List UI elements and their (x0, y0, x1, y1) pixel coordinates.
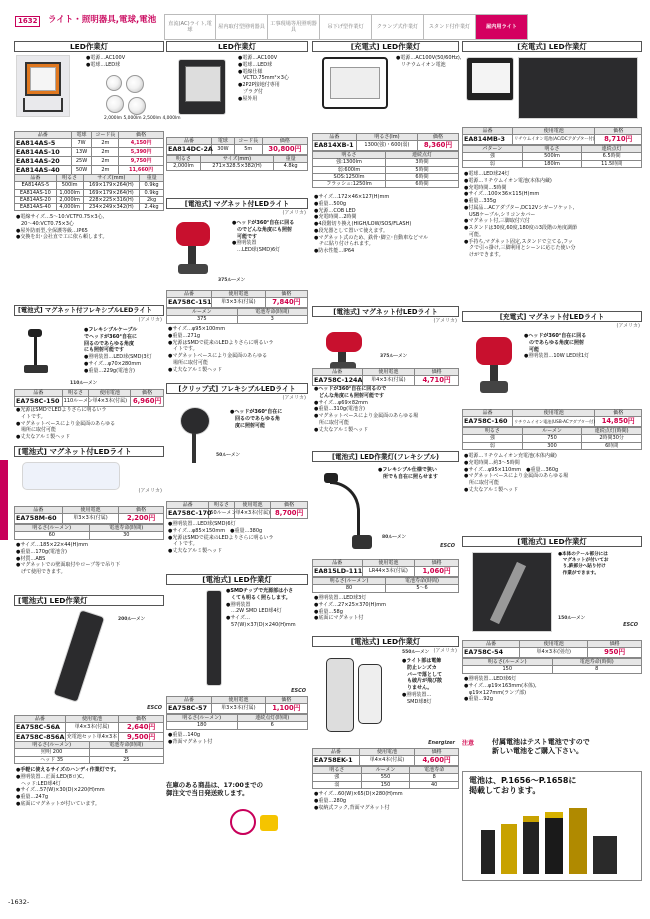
spec-list: ●ヘッドが360°自在に回る のでどんな角度にも照射 可能です ●照明装置 …LED球(SMD)6灯 (232, 220, 295, 253)
lumen-label: 375ルーメン (218, 278, 246, 283)
table-row: 強 500lm 6.5時間 (463, 153, 642, 160)
brand-origin: (アメリカ) (282, 210, 306, 216)
table-row: 照明 200 8 (15, 749, 164, 756)
column-1 (14, 41, 181, 891)
section-title: [充電式] LED作業灯 (312, 41, 459, 52)
spec-list: ●フレキシブルケーブル でヘッドが360°自在に 回るのであらゆる角度 にも照射可能です ●照明装置…LED球(SMD)3灯 ●サイズ…φ70×280mm ●重量…229g(電池含) (84, 327, 152, 374)
caution-text: 付属電池はテスト電池ですので 新しい電池をご購入下さい。 (492, 738, 590, 755)
spec-table: 明るさ(ルーメン) 電池寿命(時間) 150 8 (462, 658, 642, 674)
lumen-bubble (106, 95, 124, 113)
notes: ●電線サイズ…5～10:VCTF0.75×3心, 20～40:VCT0.75×3心 ●屋外防雨型,全保護等級…IP65 ●交換を出･会社直で工に依ら頼します。 (16, 214, 108, 241)
table-row: EA814AS-10 1,000lm 169×179×264(H) 0.9kg (15, 189, 164, 196)
section-title: [充電式] マグネット付LEDライト (462, 311, 642, 322)
delivery-illustration (170, 805, 280, 839)
table-row: EA758C-57 単3×3本(付属) 1,100円 (167, 704, 308, 713)
table-row: EA815LD-111 LR44×3本(付属) 1,060円 (313, 567, 459, 576)
section-title: [電池式] マグネット付LEDライト (166, 198, 308, 209)
price-table: 品番 電球 コード長 価格 EA814DC-2A 30W 5m 30,800円 (166, 137, 308, 155)
table-row: EA814AS-40 50W 2m 11,660円 (15, 166, 164, 175)
table-row: 弱:600lm 5時間 (313, 166, 459, 173)
brand-logo: ESCO (623, 622, 638, 628)
handy-light-photo (53, 609, 106, 703)
lumen-label: 110ルーメン (70, 381, 98, 386)
section-title: [電池式] LED作業灯 (166, 574, 308, 585)
section-title: [電池式] LED作業灯 (312, 636, 459, 647)
section-title: LED作業灯 (14, 41, 164, 52)
brand-logo: ESCO (440, 543, 455, 549)
table-row: 60 30 (15, 532, 164, 539)
lumen-label: 150ルーメン (558, 616, 586, 621)
lumen-label: 50ルーメン (216, 453, 241, 458)
category-tab[interactable]: 直流(AC)ライト,電球 (164, 14, 216, 40)
clip-light-photo (180, 407, 210, 435)
usage-scene-photo (518, 57, 638, 119)
battery-reference-text: 電池は、P.1656～P.1658に 掲載しております。 (469, 776, 577, 795)
table-row: SOS:1250lm 6時間 (313, 173, 459, 180)
brand-origin: (アメリカ) (138, 488, 162, 494)
page-number: 1632 (15, 16, 40, 27)
table-row: EA758C-151 単3×3本(付属) 7,840円 (167, 298, 308, 307)
section-battery-led-work-light-3 (312, 636, 459, 846)
table-row: 80 5～6 (313, 585, 459, 592)
table-row: EA814AS-5 7W 2m 4,150円 (15, 139, 164, 148)
section-rechargeable-work-light (312, 41, 462, 311)
category-tab[interactable]: 工事現場等用照明器具 (268, 14, 320, 40)
spec-list: ●電源…AC100V(50/60Hz), リチウムイオン電池 (396, 55, 462, 68)
price-table: 品番 使用電池 価格 EA758C-54 単4×3本(別売) 950円 (462, 640, 642, 658)
table-row: 強 750 2時間30分 (463, 435, 642, 442)
spec-table: 明るさ ルーメン 電池寿命 強 550 8 弱 150 40 (312, 766, 459, 789)
lumen-bubble (126, 75, 144, 93)
table-row: 150 8 (463, 666, 642, 673)
price-table: 品番 使用電池 価格 EA758EK-1 単4×4本(付属) 4,600円 (312, 748, 459, 766)
column-2 (166, 41, 308, 891)
table-row: EA814MB-3 リチウムイオン電池(AC/DCアダプター付) 8,710円 (463, 135, 642, 144)
spec-list: ●フレキシブル仕様で狭い 所でも自在に照らせます (378, 467, 438, 480)
price-table: 品番 使用電池 価格 EA758C-56A 単4×3本(付属) 2,640円 EA758C-856A 充電池セット単4×3本 9,500円 (14, 715, 164, 742)
section-title: [電池式] LED作業灯 (462, 536, 642, 547)
section-title: [電池式] マグネット付フレキシブルLEDライト (14, 305, 164, 316)
index-sidebar-marker (0, 460, 8, 540)
energizer-light-photo (326, 658, 354, 732)
notes: ●照明装置…LED球3灯 ●サイズ…27×25×370(H)mm ●重量…58g ●底面にマグネット付 (314, 595, 387, 622)
section-title: [電池式] マグネット付LEDライト (312, 306, 459, 317)
table-row: EA758C-124A 単4×3本(付属) 4,710円 (313, 376, 459, 385)
price-table: 品番 使用電池 価格 EA758C-124A 単4×3本(付属) 4,710円 (312, 368, 459, 386)
category-tab[interactable]: 屋内取付型照明器具 (216, 14, 268, 40)
section-battery-led-work-light-2 (166, 574, 308, 764)
brand-logo: Energizer (428, 740, 455, 746)
notes: ●サイズ…60(W)×65(D)×280(H)mm ●重量…280g ●収納式フック,背面マグネット付 (314, 791, 403, 811)
notes: ●サイズ…172×46×127(H)mm ●重量…500g ●光源…COB LED ●充電時間…2時間 ●4段階切り換え(HIGH/LOW/SOS/FLASH) ●段光器として置いて使えます。 ●マグネット式のため、鉄骨･脚立･自動車などマル チに貼り付けられます。 ●防水性能…IP64 (314, 194, 429, 254)
section-battery-caution (462, 738, 642, 768)
category-tab[interactable]: 吊下げ型作業灯 (320, 14, 372, 40)
price-table: 品番 明るさ 使用電池 価格 EA758C-150 110ルーメン 単4×3本(付属) 6,960円 (14, 389, 164, 407)
table-row: 375 3 (167, 316, 308, 323)
lumen-labels: 2,000lm 5,000lm 2,500lm 4,000lm (104, 116, 181, 121)
brand-origin: (アメリカ) (282, 395, 306, 401)
brand-logo: ESCO (147, 705, 162, 711)
flex-work-light-photo (320, 465, 380, 555)
table-row: EA758EK-1 単4×4本(付属) 4,600円 (313, 756, 459, 765)
caution-label: 注意 (462, 740, 475, 747)
table-row: 弱 150 40 (313, 781, 459, 788)
notes: ●照明装置…LED球6灯 ●サイズ…φ19×163mm(本体), φ19×127mm(ランプ部) ●重量…92g (464, 676, 537, 703)
table-row: EA814XB-1 1300(強)・600(弱) 8,360円 (313, 141, 459, 150)
spec-list: ●電源…AC100V ●電球…LED球 (86, 55, 126, 68)
rechargeable-light-photo (322, 57, 388, 109)
section-title: [充電式] LED作業灯 (462, 41, 642, 52)
bar-light-photo (22, 462, 120, 490)
price-table: 品番 使用電池 価格 EA815LD-111 LR44×3本(付属) 1,060円 (312, 559, 459, 577)
spec-list: ●ライト部は電飾 防止レンズカ バーで落として も破片が飛び散 りません。 ●照明装置… SMD球8灯 (402, 658, 443, 705)
work-light-photo (16, 55, 70, 117)
table-row: 180 6 (167, 722, 308, 729)
table-row: EA814AS-20 2,000lm 228×225×316(H) 2kg (15, 196, 164, 203)
notes: ●光源はSMDでLEDよりさらに明るいラ イトです。 ●マグネットベースにより金属面のあらゆる 場所に取付可能 ●丈夫なアルミ製ヘッド (16, 407, 116, 440)
magnet-light-photo (174, 218, 214, 278)
notes: ●重量…140g ●背面マグネット付 (168, 732, 213, 745)
spec-table: 明るさ(ルーメン) 電池寿命(時間) 照明 200 8 ヘッド 35 25 (14, 741, 164, 764)
section-flexible-magnet-light (14, 305, 164, 445)
price-table: 品番 明るさ(lm) 価格 EA814XB-1 1300(強)・600(弱) 8,360円 (312, 133, 459, 151)
price-table: 品番 使用電池 価格 EA758C-151 単3×3本(付属) 7,840円 (166, 290, 308, 308)
brand-origin: (アメリカ) (616, 323, 640, 329)
section-battery-reference (462, 771, 642, 881)
energizer-light-side-photo (358, 664, 382, 724)
table-row: 2,000lm 271×328.5×382(H) 4.8kg (167, 163, 308, 170)
table-row: EA758C-56A 単4×3本(付属) 2,640円 (15, 723, 164, 732)
spec-list: ●ヘッドが360°自在に回る のであらゆる角度に照射 可能 ●照明装置…10W LED球1灯 (524, 333, 590, 360)
section-title: [クリップ式] フレキシブルLEDライト (166, 383, 308, 394)
brand-logo: ESCO (291, 688, 306, 694)
price-table: 品番 使用電池 価格 EA814MB-3 リチウムイオン電池(AC/DCアダプター付) 8,710円 (462, 127, 642, 145)
category-tab[interactable]: 屋内用ライト (476, 14, 528, 40)
notes: ●照明装置…LED球(SMD)6灯 ●サイズ…φ85×150mm ●重量…380g ●光源はSMDで従来のLEDよりさらに明るいラ イトです。 ●丈夫なアルミ製ヘッド (168, 521, 274, 554)
section-battery-led-work-light (14, 595, 164, 865)
section-rechargeable-magnet-light (462, 311, 642, 536)
price-table: 品番 電球 コード長 価格 EA814AS-5 7W 2m 4,150円 EA814AS-10 13W 2m 5,390円 EA814AS-20 25W 2m 9,750円 EA814AS-40 50W 2m 11,660円 (14, 131, 164, 175)
slim-light-photo (206, 590, 222, 686)
table-row: EA758C-170 50ルーメン 単4×3本(付属) 8,700円 (167, 509, 308, 518)
section-clip-flexible-light (166, 383, 308, 583)
table-row: EA758C-856A 充電池セット単4×3本 9,500円 (15, 732, 164, 741)
price-table: 品番 使用電池 価格 EA758C-160 リチウムイオン電池(USB-ACアダプター付) 14,850円 (462, 409, 642, 427)
category-title: ライト・照明器具,電球,電池 (48, 15, 157, 25)
category-tab[interactable]: クランプ式作業灯 (372, 14, 424, 40)
table-row: EA758C-54 単4×3本(別売) 950円 (463, 648, 642, 657)
notes: ●電源…リチウムイオン充電池(本体内蔵) ●充電時間…約3～5時間 ●サイズ…φ95×110mm ●重量…360g ●マグネットベースにより金属面のあらゆる場 所に取付可能 ●丈夫なアルミ製ヘッド (464, 453, 569, 493)
section-shipping-notice (166, 781, 308, 851)
section-magnet-led-light (14, 446, 164, 598)
brand-origin: (アメリカ) (433, 648, 457, 654)
section-magnet-led-light-2 (166, 198, 308, 408)
table-row: 弱 180lm 11.5時間 (463, 160, 642, 167)
brand-origin: (アメリカ) (433, 318, 457, 324)
table-row: EA758C-150 110ルーメン 単4×3本(付属) 6,960円 (15, 397, 164, 406)
spec-table: 明るさ 連続点灯 強:1300lm 3時間 弱:600lm 5時間 SOS:1250lm 6時間 フラッシュ:1250lm 6時間 (312, 151, 459, 188)
table-row: 強 550 8 (313, 774, 459, 781)
spec-list: ●電源…AC100V ●電球…LED球 ●電線仕様 VCTD.75mm²×3心 ●2P2P接地付専用 プラグ付 ●屋外用 (238, 55, 289, 102)
category-tabs (164, 14, 528, 40)
lumen-label: 375ルーメン (380, 354, 408, 359)
category-tab[interactable]: スタンド付作業灯 (424, 14, 476, 40)
table-row: EA814AS-5 500lm 169×179×264(H) 0.9kg (15, 182, 164, 189)
panel-light-photo (466, 57, 514, 101)
table-row: 弱 300 6時間 (463, 442, 642, 449)
section-battery-led-work-light-4 (462, 536, 642, 736)
spec-list: ●SMDチップで光源部は小さ くても明るく照らします。 ●照明装置 …2W SMD LED球4灯 ●サイズ… 57(W)×37(D)×240(H)mm (226, 588, 296, 628)
section-rechargeable-work-light-2 (462, 41, 642, 311)
spec-table: 明るさ(ルーメン) 連続点灯(時間) 180 6 (166, 714, 308, 730)
spec-table: 明るさ(ルーメン) 電池寿命(時間) 60 30 (14, 524, 164, 540)
section-led-work-light-1 (14, 41, 181, 301)
notes: ●電球…LED球24灯 ●電源…リチウムイオン電池(本体内蔵) ●充電時間…5時間 ●サイズ…100×36×115(H)mm ●重量…335g ●付属品…ACアダプター,DC12Vシガーソケット, USBケーブル,シリコンカバー ●マグネット付,三脚取付穴付 ●スタンドは30度,60度,180度の3段階の角度調節 可能。 ●手持ち,マグネット固定,スタンドで立てる,フッ クで引っ掛け,三脚利用とシーンに応じた使い分 けができます。 (464, 171, 577, 258)
notes: ●手軽に使えるサイズのハンディ作業灯です。 ●照明装置…正面:LED(8ロ)C, ヘッド:LED球4灯 ●サイズ…57(W)×30(D)×220(H)mm ●重量…247g ●底面にマグネットが付いています。 (16, 767, 120, 807)
section-title: LED作業灯 (166, 41, 308, 52)
lumen-bubble (106, 75, 122, 91)
spec-list: ●本体のテール部分には マグネットが付いてお り,鉄部分へ貼り付け 作業ができます。 (558, 552, 609, 576)
spec-table: 品番 明るさ サイズ(mm) 重量 EA814AS-5 500lm 169×179×264(H) 0.9kg EA814AS-10 1,000lm 169×179×264(H) 0.9kg EA814AS-20 2,000lm 228×225×316(H) 2kg EA814AS-40 4,000lm 234×249×342(H) 2.4kg (14, 174, 164, 211)
spec-table: 明るさ サイズ(mm) 重量 2,000lm 271×328.5×382(H) 4.8kg (166, 155, 308, 171)
table-row: EA814AS-40 4,000lm 234×249×342(H) 2.4kg (15, 204, 164, 211)
spec-table: パターン 明るさ 連続点灯 強 500lm 6.5時間 弱 180lm 11.5時間 (462, 145, 642, 168)
spec-table: 明るさ ルーメン 連続点灯(時間) 強 750 2時間30分 弱 300 6時間 (462, 427, 642, 450)
section-title: [電池式] LED作業灯(フレキシブル) (312, 451, 459, 462)
pen-light-photo (472, 552, 552, 632)
spec-table: 明るさ(ルーメン) 電池寿命(時間) 80 5～6 (312, 577, 459, 593)
notes: ●サイズ…185×22×44(H)mm ●重量…170g(電池含) ●材質…ABS ●マグネットでの壁面取付やロープ等で吊り下 げて使用できます。 (16, 542, 121, 575)
table-row: ヘッド 35 25 (15, 756, 164, 763)
brand-origin: (アメリカ) (138, 317, 162, 323)
table-row: EA814DC-2A 30W 5m 30,800円 (167, 145, 308, 154)
page-header (8, 14, 642, 40)
price-table: 品番 明るさ 使用電池 価格 EA758C-170 50ルーメン 単4×3本(付属) 8,700円 (166, 501, 308, 519)
flex-light-photo (18, 325, 68, 375)
section-title: [電池式] LED作業灯 (14, 595, 164, 606)
shipping-note: 在庫のある商品は、17:00までの 御注文で当日発送致します。 (166, 781, 264, 797)
price-table: 品番 使用電池 価格 EA758C-57 単3×3本(付属) 1,100円 (166, 696, 308, 714)
notes: ●サイズ…φ95×100mm ●重量…271g ●光源はSMDで従来のLEDよりさらに明るいラ イトです。 ●マグネットベースにより金属面のあらゆる 場所に取付可能 ●丈夫なアルミ製ヘッド (168, 326, 274, 373)
section-magnet-led-light-3 (312, 306, 459, 456)
section-led-work-light-ac (166, 41, 308, 189)
column-3 (312, 41, 462, 891)
notes: ●ヘッドが360°自在に回るので どんな角度にも照射可能です ●サイズ…φ69×82mm ●重量…310g(電池含) ●マグネットベースにより金属面のあらゆる場 所に取付可能 ●丈夫なアルミ製ヘッド (314, 386, 419, 433)
price-table: 品番 使用電池 価格 EA758M-60 単3×3本(付属) 2,200円 (14, 506, 164, 524)
table-row: EA758M-60 単3×3本(付属) 2,200円 (15, 514, 164, 523)
table-row: EA814AS-20 25W 2m 9,750円 (15, 157, 164, 166)
lumen-label: 550ルーメン (402, 650, 430, 655)
lumen-bubble (128, 97, 146, 115)
spec-table: ルーメン 電池寿命(時間) 375 3 (166, 308, 308, 324)
table-row: フラッシュ:1250lm 6時間 (313, 181, 459, 188)
spec-list: ●ヘッドが360°自在に 回るのであらゆる角 度に照射可能 (230, 409, 283, 429)
lumen-label: 200ルーメン (118, 617, 146, 622)
section-title: [電池式] マグネット付LEDライト (14, 446, 164, 457)
table-row: EA814AS-10 13W 2m 5,390円 (15, 148, 164, 157)
table-row: 強:1300lm 3時間 (313, 159, 459, 166)
column-4 (462, 41, 642, 891)
page-footer: -1632- (8, 898, 30, 906)
magnet-light-photo (472, 331, 518, 401)
table-row: EA758C-160 リチウムイオン電池(USB-ACアダプター付) 14,850円 (463, 417, 642, 426)
work-light-photo (178, 59, 226, 115)
lumen-label: 80ルーメン (382, 535, 407, 540)
batteries-photo (475, 806, 625, 876)
